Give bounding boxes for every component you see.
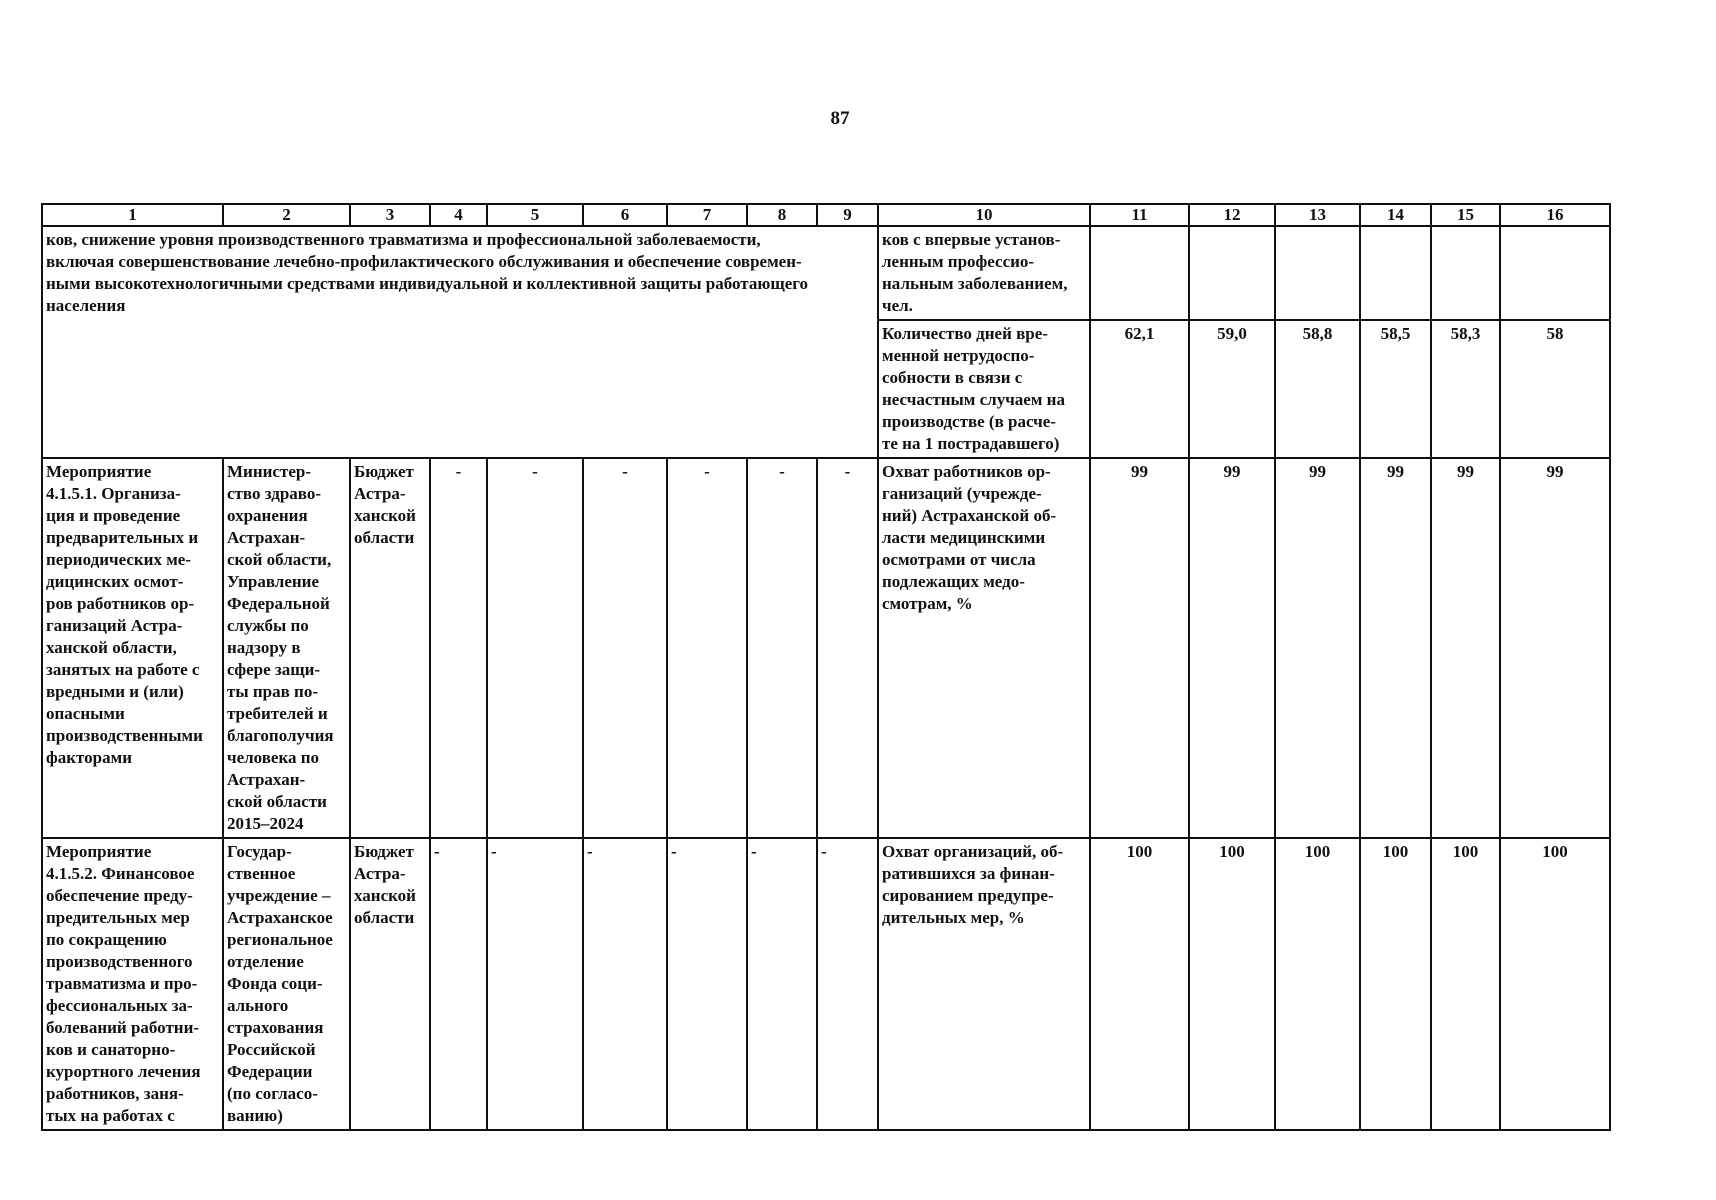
activity-row [42,838,1610,1130]
value-cell: 62,1 [1090,320,1189,458]
column-number: 6 [583,204,667,226]
value-cell: 99 [1275,458,1360,838]
dash-cell: - [487,458,583,838]
column-number: 16 [1500,204,1610,226]
value-cell: 99 [1360,458,1431,838]
page-number: 87 [830,108,850,129]
dash-cell: - [747,458,817,838]
column-number: 7 [667,204,747,226]
program-table [41,203,1611,1131]
column-number-row [42,204,1610,226]
value-cell: 100 [1090,838,1189,1130]
value-cell: 100 [1189,838,1275,1130]
goal-text-cell: ков, снижение уровня производственного травматизма и профессиональной заболеваемости, включая совершенствование лечебно-профилактического обслуживания и обеспечение современ- ными высокотехнологичными средствами индивидуальной и коллективной защиты работающего населения [42,226,878,458]
column-number: 14 [1360,204,1431,226]
value-cell: 58,8 [1275,320,1360,458]
column-number: 2 [223,204,350,226]
indicator-cell: Количество дней вре- менной нетрудоспо- собности в связи с несчастным случаем на производстве (в расче- те на 1 пострадавшего) [878,320,1090,458]
value-cell: 99 [1189,458,1275,838]
activity-cell: Мероприятие 4.1.5.2. Финансовое обеспечение преду- предительных мер по сокращению производственного травматизма и про- фессиональных за- болеваний работни- ков и санаторно- курортного лечения работников, заня- тых на работах с [42,838,223,1130]
value-cell: 58,3 [1431,320,1500,458]
source-cell: Бюджет Астра- ханской области [350,838,430,1130]
activity-row [42,458,1610,838]
dash-cell: - [747,838,817,1130]
column-number: 3 [350,204,430,226]
indicator-cell: Охват работников ор- ганизаций (учрежде- ний) Астраханской об- ласти медицинскими осмотрами от числа подлежащих медо- смотрам, % [878,458,1090,838]
dash-cell: - [487,838,583,1130]
column-number: 4 [430,204,487,226]
executor-cell: Государ- ственное учреждение – Астраханское региональное отделение Фонда соци- ального страхования Российской Федерации (по согласо- ванию) [223,838,350,1130]
executor-cell: Министер- ство здраво- охранения Астрахан- ской области, Управление Федеральной службы по надзору в сфере защи- ты прав по- требителей и благополучия человека по Астрахан- ской области 2015–2024 [223,458,350,838]
column-number: 11 [1090,204,1189,226]
column-number: 1 [42,204,223,226]
value-cell: 100 [1360,838,1431,1130]
dash-cell: - [430,458,487,838]
dash-cell: - [583,458,667,838]
dash-cell: - [583,838,667,1130]
column-number: 13 [1275,204,1360,226]
source-cell: Бюджет Астра- ханской области [350,458,430,838]
value-cell: 99 [1090,458,1189,838]
value-cell: 100 [1275,838,1360,1130]
activity-cell: Мероприятие 4.1.5.1. Организа- ция и проведение предварительных и периодических ме- дицинских осмот- ров работников ор- ганизаций Астра- ханской области, занятых на работе с вредными и (или) опасными производственными факторами [42,458,223,838]
value-cell [1500,226,1610,320]
value-cell: 100 [1500,838,1610,1130]
dash-cell: - [667,838,747,1130]
value-cell [1275,226,1360,320]
dash-cell: - [667,458,747,838]
value-cell: 59,0 [1189,320,1275,458]
value-cell: 58,5 [1360,320,1431,458]
value-cell [1090,226,1189,320]
column-number: 10 [878,204,1090,226]
value-cell: 99 [1431,458,1500,838]
value-cell: 99 [1500,458,1610,838]
column-number: 9 [817,204,878,226]
value-cell [1360,226,1431,320]
value-cell: 100 [1431,838,1500,1130]
continuation-row-1 [42,226,1610,320]
column-number: 5 [487,204,583,226]
dash-cell: - [430,838,487,1130]
value-cell: 58 [1500,320,1610,458]
value-cell [1431,226,1500,320]
dash-cell: - [817,838,878,1130]
column-number: 8 [747,204,817,226]
value-cell [1189,226,1275,320]
indicator-cell: Охват организаций, об- ратившихся за финан- сированием предупре- дительных мер, % [878,838,1090,1130]
column-number: 15 [1431,204,1500,226]
dash-cell: - [817,458,878,838]
indicator-cell: ков с впервые установ- ленным профессио- нальным заболеванием, чел. [878,226,1090,320]
column-number: 12 [1189,204,1275,226]
